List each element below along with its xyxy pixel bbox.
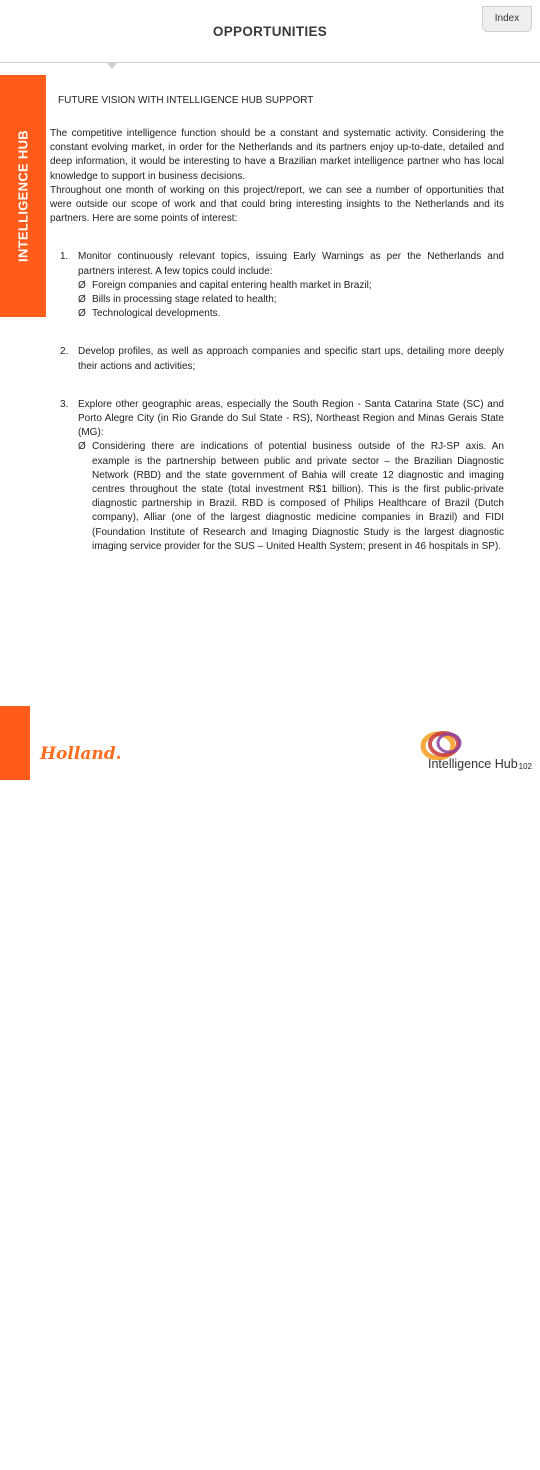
arrow-bullet-icon: Ø [78, 279, 86, 291]
intro-paragraph: The competitive intelligence function should be a constant and systematic activity. Considering the constant evolving market, in order for the Netherlands and its partners enjoy up-to-date, detailed and deep information, it would be interesting to have a Brazilian market intelligence partner who has local knowledge to support in business decisions. [50, 128, 504, 182]
sub-list-item-text: Bills in processing stage related to health; [92, 294, 277, 306]
list-item-title: Explore other geographic areas, especially the South Region - Santa Catarina State (SC) and Porto Alegre City (in Rio Grande do Sul State - RS), Northeast Region and Minas Gerais State (MG): [78, 398, 504, 439]
list-item-title: Monitor continuously relevant topics, issuing Early Warnings as per the Netherlands and partners interest. A few topics could include: [78, 251, 504, 277]
footer-banner [0, 706, 30, 780]
list-item [50, 398, 504, 554]
sub-list-item [78, 307, 504, 321]
sub-list-item-text: Technological developments. [92, 308, 221, 320]
sub-list-item [78, 293, 504, 307]
index-button[interactable]: Index [482, 6, 532, 32]
sub-list-item [78, 440, 504, 554]
sub-list [78, 440, 504, 554]
arrow-bullet-icon: Ø [78, 294, 86, 306]
header-divider [0, 62, 540, 63]
intelligence-hub-logo-text: Intelligence Hub [428, 757, 518, 771]
intro-paragraph: Throughout one month of working on this project/report, we can see a number of opportunities that were outside our scope of work and that could bring interesting insights to the Netherlands and its partners. Here are some points of interest: [50, 184, 504, 225]
intelligence-hub-swirl-icon [416, 730, 468, 760]
opportunities-list [50, 250, 504, 554]
dutch-crest-icon [8, 1450, 24, 1470]
list-item [50, 345, 504, 373]
list-item-title: Develop profiles, as well as approach companies and specific start ups, detailing more deeply their actions and activities; [78, 346, 504, 372]
list-item-number: 2. [60, 346, 69, 358]
section-heading: FUTURE VISION WITH INTELLIGENCE HUB SUPPORT [58, 95, 314, 106]
main-content [50, 127, 504, 578]
page-number: 102 [518, 762, 532, 771]
list-item-number: 3. [60, 398, 69, 410]
sidebar-label: INTELLIGENCE HUB [15, 130, 31, 262]
arrow-bullet-icon: Ø [78, 441, 86, 453]
list-item-number: 1. [60, 251, 69, 263]
header-divider-notch [106, 62, 118, 69]
list-item [50, 250, 504, 321]
holland-logo: Holland. [40, 744, 122, 764]
page-title: OPPORTUNITIES [212, 24, 328, 39]
sub-list [78, 279, 504, 322]
sub-list-item [78, 279, 504, 293]
sub-list-item-text: Foreign companies and capital entering health market in Brazil; [92, 279, 372, 291]
arrow-bullet-icon: Ø [78, 308, 86, 320]
sub-list-item-text: Considering there are indications of potential business outside of the RJ-SP axis. An example is the partnership between public and private sector – the Brazilian Diagnostic Network (RBD) and the state government of Bahia will create 12 diagnostic and imaging centres throughout the state (total investment R$1 billion). This is the first public-private diagnostic partnership in Brazil. RBD is composed of Philips Healthcare of Brazil (Dutch company), Alliar (one of the largest diagnostic medicine companies in Brazil) and FIDI (Foundation Institute of Research and Imaging Diagnostic Study is the largest diagnostic imaging service provider for the SUS – United Health System; present in 46 hospitals in SP). [92, 441, 504, 552]
